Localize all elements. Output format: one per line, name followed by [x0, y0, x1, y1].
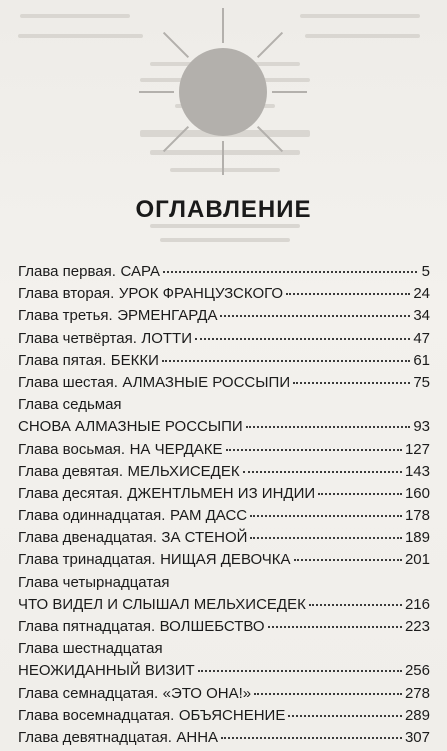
toc-entry: [18, 418, 430, 440]
toc-entry: [18, 640, 430, 662]
toc-entry: [18, 285, 430, 307]
dot-leader: [221, 737, 402, 739]
page-number: 24: [413, 285, 430, 303]
sun-ray: [258, 33, 283, 58]
page-number: 189: [404, 529, 430, 547]
chapter-title: УРОК ФРАНЦУЗСКОГО: [118, 285, 284, 303]
toc-entry: [18, 463, 430, 485]
toc-entry-label: [18, 485, 315, 502]
dot-leader: [195, 338, 410, 340]
chapter-title: «ЭТО ОНА!»: [162, 684, 252, 702]
chapter-title: ЗА СТЕНОЙ: [161, 529, 248, 547]
dot-leader: [286, 293, 410, 295]
sun-icon: [138, 0, 308, 175]
chapter-title: НИЩАЯ ДЕВОЧКА: [160, 551, 291, 569]
toc-entry: [18, 374, 430, 396]
page-number: 289: [404, 706, 430, 724]
toc-entry-label: [18, 662, 195, 679]
toc-entry: [18, 596, 430, 618]
toc-entry-label: [18, 374, 290, 391]
dot-leader: [294, 559, 402, 561]
toc-entry: [18, 618, 430, 640]
chapter-title: АННА: [176, 728, 219, 746]
toc-entry: [18, 707, 430, 729]
toc-entry: [18, 485, 430, 507]
page-number: 47: [413, 329, 430, 347]
page-number: 278: [404, 684, 430, 702]
dot-leader: [288, 715, 402, 717]
toc-entry: [18, 441, 430, 463]
dot-leader: [246, 426, 411, 428]
chapter-number: Глава вторая.: [18, 285, 115, 303]
chapter-title: ОБЪЯСНЕНИЕ: [178, 706, 286, 724]
page-number: 143: [404, 462, 430, 480]
toc-entry: [18, 263, 430, 285]
chapter-number: Глава одиннадцатая.: [18, 507, 166, 525]
chapter-title: НЕОЖИДАННЫЙ ВИЗИТ: [18, 662, 195, 680]
dot-leader: [243, 471, 402, 473]
chapter-number: Глава девятая.: [18, 462, 124, 480]
chapter-number: Глава двенадцатая.: [18, 529, 157, 547]
toc-entry-label: [18, 507, 247, 524]
page-number: 34: [413, 307, 430, 325]
chapter-title: БЕККИ: [110, 351, 159, 369]
toc-entry: [18, 685, 430, 707]
page-number: 61: [413, 351, 430, 369]
toc-entry: [18, 574, 430, 596]
chapter-number: Глава пятнадцатая.: [18, 618, 156, 635]
chapter-title: НА ЧЕРДАКЕ: [129, 440, 223, 458]
chapter-number: Глава девятнадцатая.: [18, 728, 172, 746]
toc-entry-label: [18, 396, 122, 413]
toc-entry-label: [18, 596, 306, 613]
page-title: ОГЛАВЛЕНИЕ: [135, 196, 312, 223]
chapter-number: Глава четырнадцатая: [18, 573, 170, 591]
dot-leader: [250, 515, 402, 517]
toc-entry: [18, 330, 430, 352]
dot-leader: [254, 693, 402, 695]
toc-entry-label: [18, 574, 170, 591]
toc-entry-label: [18, 441, 223, 458]
page-number: 216: [404, 595, 430, 613]
dot-leader: [268, 626, 402, 628]
chapter-number: Глава десятая.: [18, 484, 123, 502]
page-number: 127: [404, 440, 430, 458]
page-number: 178: [404, 507, 430, 525]
page-number: 256: [404, 662, 430, 680]
toc-entry-label: [18, 418, 243, 435]
sun-ray: [164, 127, 189, 152]
toc-entry-label: [18, 618, 265, 635]
chapter-number: Глава третья.: [18, 307, 113, 325]
toc-entry-label: [18, 685, 251, 702]
chapter-number: Глава шестая.: [18, 373, 118, 391]
chapter-title: ДЖЕНТЛЬМЕН ИЗ ИНДИИ: [127, 484, 316, 502]
chapter-number: Глава восьмая.: [18, 440, 126, 458]
chapter-number: Глава тринадцатая.: [18, 551, 156, 569]
page-number: 160: [404, 484, 430, 502]
chapter-title: АЛМАЗНЫЕ РОССЫПИ: [122, 373, 291, 391]
dot-leader: [163, 271, 417, 273]
toc-entry-label: [18, 307, 217, 324]
page-number: 75: [413, 373, 430, 391]
chapter-title: РАМ ДАСС: [169, 507, 248, 525]
toc-entry-label: [18, 640, 163, 657]
toc-entry: [18, 662, 430, 684]
dot-leader: [309, 604, 402, 606]
toc-entry-label: [18, 352, 159, 369]
dot-leader: [250, 537, 402, 539]
toc-entry-label: [18, 707, 285, 724]
toc-entry: [18, 307, 430, 329]
toc-entry-label: [18, 529, 247, 546]
chapter-number: Глава шестнадцатая: [18, 640, 163, 658]
chapter-number: Глава семнадцатая.: [18, 684, 159, 702]
toc-entry: [18, 352, 430, 374]
chapter-title: ЭРМЕНГАРДА: [117, 307, 218, 325]
toc-entry-label: [18, 330, 192, 347]
chapter-number: Глава седьмая: [18, 396, 122, 414]
sun-illustration: [138, 0, 308, 175]
page-number: 223: [404, 618, 430, 635]
chapter-title: СНОВА АЛМАЗНЫЕ РОССЫПИ: [18, 418, 243, 436]
page-number: 93: [413, 418, 430, 436]
toc-entry: [18, 507, 430, 529]
toc-entry: [18, 729, 430, 751]
dot-leader: [293, 382, 410, 384]
page-number: 307: [404, 728, 430, 746]
sun-ray: [258, 127, 283, 152]
dot-leader: [162, 360, 410, 362]
chapter-title: ВОЛШЕБСТВО: [159, 618, 265, 635]
chapter-number: Глава пятая.: [18, 351, 107, 369]
page-number: 5: [421, 263, 430, 280]
toc-entry-label: [18, 263, 160, 280]
chapter-number: Глава четвёртая.: [18, 329, 137, 347]
chapter-number: Глава восемнадцатая.: [18, 706, 175, 724]
toc-entry-label: [18, 729, 218, 746]
dot-leader: [220, 315, 410, 317]
toc-entry-label: [18, 551, 291, 568]
toc-entry: [18, 396, 430, 418]
chapter-title: МЕЛЬХИСЕДЕК: [127, 462, 240, 480]
sun-disc: [179, 48, 267, 136]
toc-entry-label: [18, 463, 240, 480]
page-number: 201: [404, 551, 430, 569]
toc-entry-label: [18, 285, 283, 302]
toc-entry: [18, 551, 430, 573]
sun-ray: [164, 33, 189, 58]
chapter-title: ЧТО ВИДЕЛ И СЛЫШАЛ МЕЛЬХИСЕДЕК: [18, 595, 306, 613]
chapter-title: ЛОТТИ: [141, 329, 192, 347]
dot-leader: [198, 670, 402, 672]
chapter-title: САРА: [120, 263, 160, 280]
table-of-contents: [18, 263, 430, 751]
chapter-number: Глава первая.: [18, 263, 116, 280]
dot-leader: [226, 449, 402, 451]
dot-leader: [318, 493, 402, 495]
toc-entry: [18, 529, 430, 551]
